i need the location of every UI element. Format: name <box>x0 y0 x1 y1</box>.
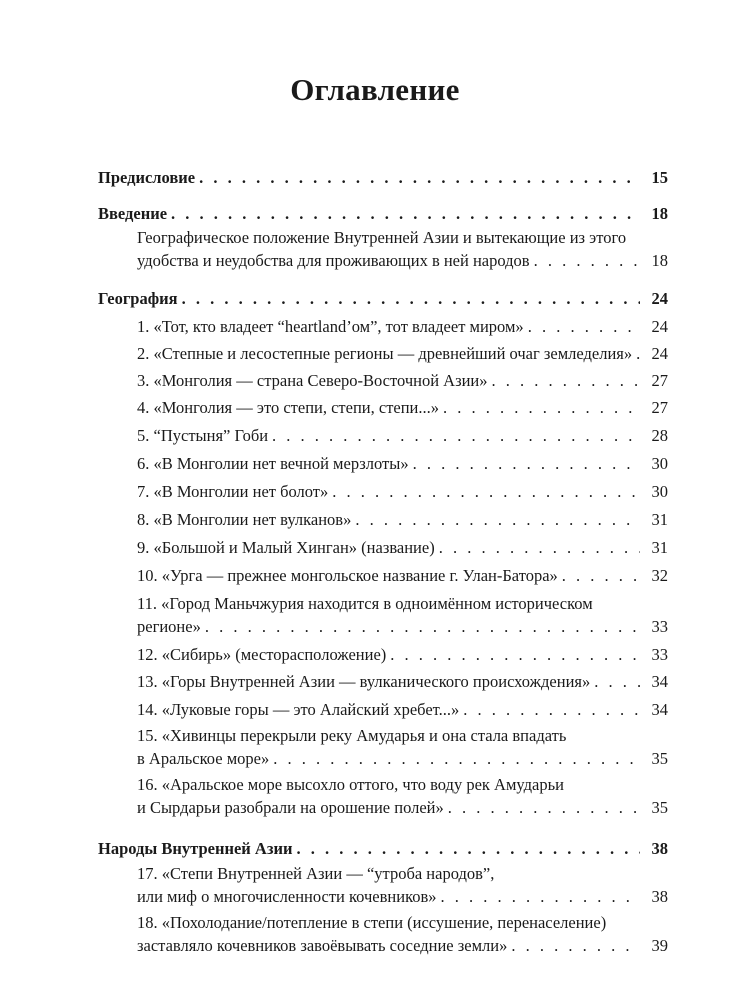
dot-leader <box>492 369 641 392</box>
toc-page-number: 30 <box>651 454 668 473</box>
toc-entry-label: Народы Внутренней Азии <box>98 839 293 858</box>
toc-entry-label: 3. «Монголия — страна Северо-Восточной Азии» <box>137 371 488 390</box>
toc-entry-label: Предисловие <box>98 168 196 187</box>
toc-entry-label-line1: 16. «Аральское море высохло оттого, что воду рек Амударьи <box>137 775 564 794</box>
toc-entry-label-line1: 17. «Степи Внутренней Азии — “утроба народов”, <box>137 864 495 883</box>
toc-page-number: 24 <box>651 344 668 363</box>
dot-leader <box>297 837 641 860</box>
dot-leader <box>413 452 640 475</box>
toc-page-number: 28 <box>651 426 668 445</box>
toc-entry-introduction[interactable] <box>98 202 668 225</box>
toc-entry-label: 7. «В Монголии нет болот» <box>137 482 329 501</box>
toc-page-number: 31 <box>651 510 668 529</box>
toc-page-number: 35 <box>651 798 668 817</box>
toc-page-number: 31 <box>651 538 668 557</box>
dot-leader <box>199 166 640 189</box>
dot-leader <box>511 934 640 957</box>
toc-page-number: 34 <box>651 700 668 719</box>
toc-entry-geographic-position[interactable] <box>137 249 668 272</box>
dot-leader <box>443 396 640 419</box>
toc-entry-label-line1: Географическое положение Внутренней Азии и вытекающие из этого <box>137 228 627 247</box>
toc-entry-15[interactable] <box>137 747 668 770</box>
toc-entry-3[interactable] <box>137 369 668 392</box>
dot-leader <box>448 796 640 819</box>
toc-page-number: 32 <box>651 566 668 585</box>
dot-leader <box>182 287 640 310</box>
toc-entry-9[interactable] <box>137 536 668 559</box>
dot-leader <box>594 670 640 693</box>
toc-entry-label: 8. «В Монголии нет вулканов» <box>137 510 352 529</box>
toc-page-number: 27 <box>651 371 668 390</box>
dot-leader <box>562 564 640 587</box>
dot-leader <box>534 249 640 272</box>
dot-leader <box>205 615 640 638</box>
dot-leader <box>439 536 640 559</box>
toc-entry-12[interactable] <box>137 643 668 666</box>
toc-page-number: 39 <box>651 936 668 955</box>
toc-entry-label: 5. “Пустыня” Гоби <box>137 426 269 445</box>
toc-entry-label: удобства и неудобства для проживающих в ней народов <box>137 251 530 270</box>
page-title: Оглавление <box>290 72 460 107</box>
toc-page-number: 18 <box>651 204 668 223</box>
dot-leader <box>273 747 640 770</box>
toc-entry-7[interactable] <box>137 480 668 503</box>
toc-entry-14[interactable] <box>137 698 668 721</box>
toc-entry-label: 14. «Луковые горы — это Алайский хребет...» <box>137 700 460 719</box>
toc-entry-label: заставляло кочевников завоёвывать соседние земли» <box>137 936 508 955</box>
toc-entry-16[interactable] <box>137 796 668 819</box>
toc-entry-label-line1: 11. «Город Маньчжурия находится в одноимённом историческом <box>137 594 593 613</box>
toc-page-number: 24 <box>651 317 668 336</box>
dot-leader <box>355 508 640 531</box>
toc-entry-label: 4. «Монголия — это степи, степи, степи...» <box>137 398 440 417</box>
toc-page-number: 38 <box>651 887 668 906</box>
toc-entry-label: 13. «Горы Внутренней Азии — вулканического происхождения» <box>137 672 591 691</box>
toc-entry-preface[interactable] <box>98 166 668 189</box>
dot-leader <box>390 643 640 666</box>
toc-entry-label: География <box>98 289 178 308</box>
dot-leader <box>272 424 640 447</box>
dot-leader <box>463 698 640 721</box>
toc-entry-label: или миф о многочисленности кочевников» <box>137 887 437 906</box>
toc-page-number: 24 <box>651 289 668 308</box>
toc-entry-label: 1. «Тот, кто владеет “heartland’ом”, тот владеет миром» <box>137 317 524 336</box>
toc-entry-17[interactable] <box>137 885 668 908</box>
toc-entry-label: 12. «Сибирь» (месторасположение) <box>137 645 387 664</box>
toc-entry-8[interactable] <box>137 508 668 531</box>
toc-entry-label: регионе» <box>137 617 201 636</box>
toc-entry-label: 2. «Степные и лесостепные регионы — древнейший очаг земледелия» <box>137 344 633 363</box>
dot-leader <box>332 480 640 503</box>
toc-page-number: 33 <box>651 645 668 664</box>
toc-page-number: 27 <box>651 398 668 417</box>
toc-entry-13[interactable] <box>137 670 668 693</box>
toc-entry-label-line1: 18. «Похолодание/потепление в степи (иссушение, перенаселение) <box>137 913 607 932</box>
toc-entry-4[interactable] <box>137 396 668 419</box>
toc-page-number: 15 <box>651 168 668 187</box>
dot-leader <box>171 202 640 225</box>
toc-entry-18[interactable] <box>137 934 668 957</box>
dot-leader <box>441 885 640 908</box>
toc-page-number: 33 <box>651 617 668 636</box>
toc-entry-1[interactable] <box>137 315 668 338</box>
toc-entry-label: 10. «Урга — прежнее монгольское название г. Улан-Батора» <box>137 566 558 585</box>
toc-entry-label-line1: 15. «Хивинцы перекрыли реку Амударья и она стала впадать <box>137 726 567 745</box>
toc-page-number: 34 <box>651 672 668 691</box>
toc-entry-11[interactable] <box>137 615 668 638</box>
toc-entry-6[interactable] <box>137 452 668 475</box>
dot-leader <box>636 342 640 365</box>
dot-leader <box>528 315 640 338</box>
toc-page-number: 35 <box>651 749 668 768</box>
toc-entry-10[interactable] <box>137 564 668 587</box>
toc-entry-label: 9. «Большой и Малый Хинган» (название) <box>137 538 435 557</box>
toc-page-number: 18 <box>651 251 668 270</box>
toc-entry-5[interactable] <box>137 424 668 447</box>
toc-page-number: 38 <box>651 839 668 858</box>
toc-entry-label: в Аральское море» <box>137 749 270 768</box>
toc-page-number: 30 <box>651 482 668 501</box>
toc-entry-label: 6. «В Монголии нет вечной мерзлоты» <box>137 454 409 473</box>
toc-entry-peoples[interactable] <box>98 837 668 860</box>
toc-entry-2[interactable] <box>137 342 668 365</box>
toc-entry-geography[interactable] <box>98 287 668 310</box>
toc-entry-label: Введение <box>98 204 168 223</box>
toc-entry-label: и Сырдарьи разобрали на орошение полей» <box>137 798 444 817</box>
